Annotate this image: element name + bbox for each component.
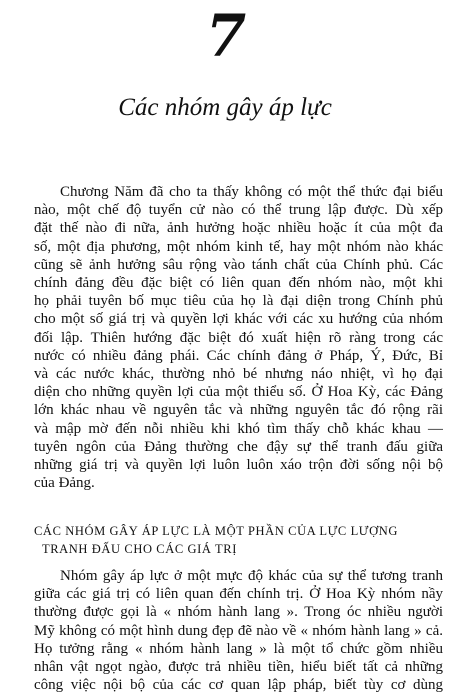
text-line: nào, một chế độ tuyển cử nào có thể trung lập được. Dù xếp [34,202,443,219]
text-line: công việc nội bộ của các cơ quan lập pháp, biết tùy cơ dùng [34,677,443,694]
text-line: cũng sẽ ảnh hưởng sâu rộng vào tánh chất của Chính phủ. Các [34,256,443,273]
section-heading [34,522,443,558]
body-paragraph-2 [34,567,443,694]
text-line: và các nước khác, thường nhỏ bé nhưng náo nhiệt, vì họ đại [34,366,443,383]
text-line: giữa các giá trị có liên quan đến chính trị. Ở Hoa Kỳ nhóm nầy [34,586,443,603]
text-line: Nhóm gây áp lực ở một mực độ khác của sự thể tương tranh [60,568,443,584]
text-line: diện cho những quyền lợi của một thiểu số. Ở Hoa Kỳ, các Đảng [34,384,443,401]
chapter-number: 7 [205,2,245,70]
text-line: tuyên ngôn của Đảng thường che đậy sự thể tranh đấu giữa [34,438,443,455]
text-line: Họ tưởng rằng « nhóm hành lang » là một tổ chức gồm nhiều [34,640,443,657]
text-line: của Đảng. [34,475,95,492]
text-line: đối lập. Thiên hướng đặc biệt đó xuất hiện rõ ràng trong các [34,329,443,346]
text-line: Mỹ không có một hình dung đẹp đẽ nào về « nhóm hành lang » cả. [34,622,443,639]
section-heading-line: CÁC NHÓM GÂY ÁP LỰC LÀ MỘT PHẦN CỦA LỰC LƯỢNG [34,524,398,538]
text-line: thường được gọi là « nhóm hành lang ». Trong óc nhiều người [34,604,443,621]
text-line: lớn khác nhau về nguyên tắc và những nguyên tắc đó rộng rãi [34,402,443,419]
chapter-title: Các nhóm gây áp lực [118,94,332,121]
text-line: nước có nhiều đảng phái. Các chính đảng ở Pháp, Ý, Đức, Bỉ [34,347,443,364]
text-line: họ phải tuyên bố mục tiêu của họ là đại diện trong Chính phủ [34,293,443,310]
body-paragraph-1 [34,183,443,492]
section-heading-line: TRANH ĐẤU CHO CÁC GIÁ TRỊ [42,542,237,556]
text-line: và mập mờ đến nỗi nhiều khi khó tìm thấy chỗ khác khau — [34,420,443,437]
text-line: đặt thế nào đi nữa, ảnh hưởng hoặc nhiều hoặc ít của một đa [34,220,443,237]
text-line: số, một địa phương, một nhóm kinh tế, hay một nhóm nào khác [34,238,443,255]
text-line: chính đảng đều đặc biệt có liên quan đến nhóm nào, một khi [34,275,443,292]
text-line: cho một số giá trị và quyền lợi khác với các xu hướng của nhóm [34,311,443,328]
text-line: những giá trị và quyền lợi luôn luôn xáo trộn đời sống nội bộ [34,457,443,474]
text-line: Chương Năm đã cho ta thấy không có một thể thức đại biểu [60,184,443,200]
text-line: nhân vật ngọt ngào, được trả nhiều tiền, hiểu biết tất cả những [34,659,443,676]
